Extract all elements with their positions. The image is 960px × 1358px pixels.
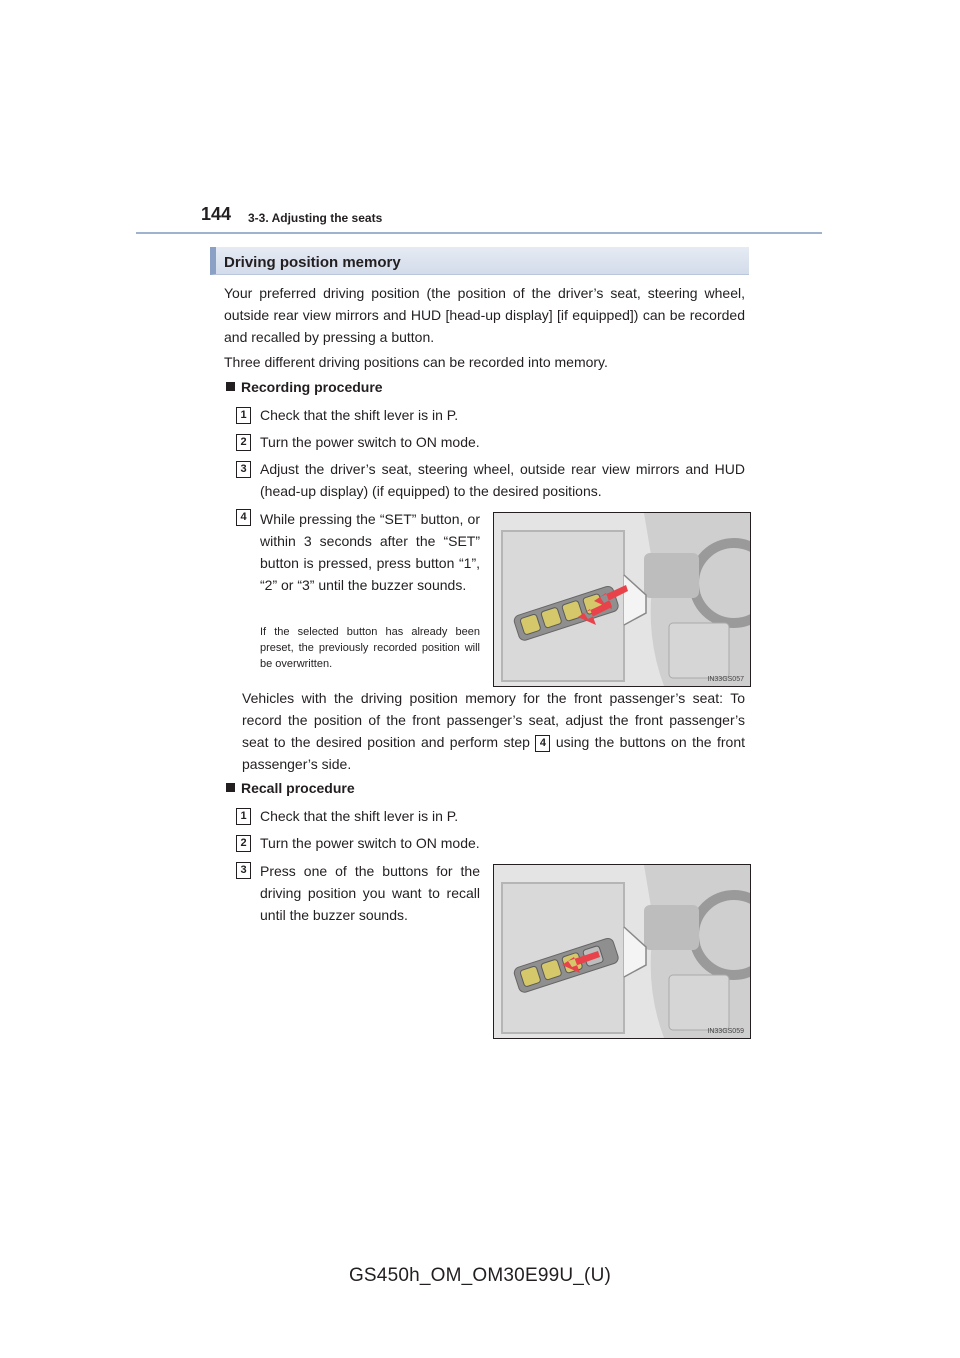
passenger-text-part1: Vehicles with the driving position memory for the front passenger’s seat: To record the position of the front passenger’s seat, adjust the front passenger’s seat to the desired position and perform step [242,690,745,750]
passenger-step-ref: 4 [535,735,550,752]
recall-step-3-number: 3 [236,862,251,879]
recall-step-2-number: 2 [236,835,251,852]
recall-heading [226,780,355,796]
recording-step-4-number: 4 [236,509,251,526]
intro-memory-count: Three different driving positions can be recorded into memory. [224,354,608,370]
header-divider [136,232,822,234]
recording-step-1-text: Check that the shift lever is in P. [260,407,459,423]
recall-step-1-text: Check that the shift lever is in P. [260,808,459,824]
intro-paragraph: Your preferred driving position (the position of the driver’s seat, steering wheel, outside rear view mirrors and HUD [head-up display] [if equipped]) can be recorded and recalled by pressing a button. [224,285,745,345]
recording-step-2-number: 2 [236,434,251,451]
memory-buttons-set-illustration [493,512,751,687]
chapter-section-label: 3-3. Adjusting the seats [248,211,383,225]
recording-heading [226,379,383,395]
passenger-text-part2: using the buttons on the front passenger’s side. [242,734,745,772]
memory-buttons-recall-illustration [493,864,751,1039]
document-code-footer: GS450h_OM_OM30E99U_(U) [348,1265,612,1286]
illustration-code-1: IN33GS057 [707,676,744,683]
square-bullet-icon [226,783,235,792]
recording-heading-text: Recording procedure [241,379,383,395]
recording-step-4-text: While pressing the “SET” button, or within 3 seconds after the “SET” button is pressed, press button “1”, “2” or “3” until the buzzer sounds. [260,511,480,593]
illustration-code-2: IN33GS059 [707,1028,744,1035]
square-bullet-icon [226,382,235,391]
page-number: 144 [201,204,232,224]
recording-step-2-text: Turn the power switch to ON mode. [260,434,480,450]
section-title: Driving position memory [224,254,401,271]
recall-step-2-text: Turn the power switch to ON mode. [260,835,480,851]
recording-step-3-text: Adjust the driver’s seat, steering wheel, outside rear view mirrors and HUD (head-up display) (if equipped) to the desired positions. [260,461,745,499]
recall-heading-text: Recall procedure [241,780,355,796]
passenger-seat-paragraph [242,687,745,775]
recording-step-1-number: 1 [236,407,251,424]
recall-step-1-number: 1 [236,808,251,825]
recording-step-3-number: 3 [236,461,251,478]
overwrite-note: If the selected button has already been preset, the previously recorded position will be overwritten. [260,626,480,670]
recall-step-3-text: Press one of the buttons for the driving position you want to recall until the buzzer sounds. [260,863,480,923]
